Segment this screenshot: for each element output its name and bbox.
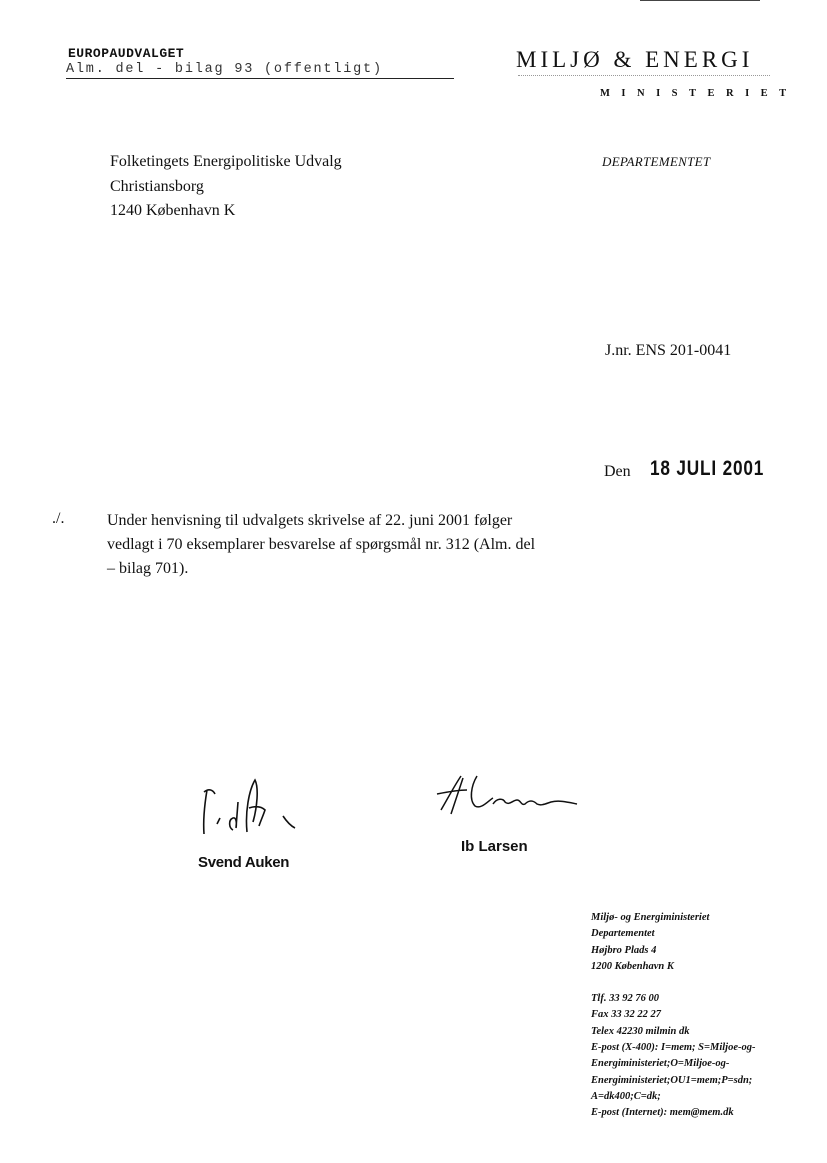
footer-org: Miljø- og Energiministeriet (591, 912, 710, 923)
footer-fax: Fax 33 32 22 27 (591, 1009, 662, 1021)
letterhead-dotted-rule (518, 75, 770, 76)
recipient-address (110, 150, 342, 224)
date-stamp: 18 JULI 2001 (650, 457, 765, 480)
signatory-name: Ib Larsen (461, 838, 528, 855)
footer-phone: Tlf. 33 92 76 00 (591, 993, 659, 1005)
body-line: – bilag 701). (107, 560, 189, 577)
ministry-logo-text: MILJØ & ENERGI (516, 47, 754, 72)
recipient-line: Folketingets Energipolitiske Udvalg (110, 153, 342, 170)
signatory-name: Svend Auken (198, 854, 290, 871)
footer-street: Højbro Plads 4 (591, 944, 657, 956)
footer-city: 1200 København K (591, 960, 674, 972)
signature-svend-auken (195, 772, 305, 852)
signature-ib-larsen (433, 770, 583, 830)
footer-spacer (591, 975, 756, 991)
footer-email-x400: A=dk400;C=dk; (591, 1090, 661, 1102)
committee-stamp-subtitle: Alm. del - bilag 93 (offentligt) (66, 62, 454, 79)
department-label: DEPARTEMENTET (602, 154, 711, 169)
date-label: Den (604, 463, 631, 480)
footer-email-x400: Energiministeriet;O=Miljoe-og- (591, 1058, 730, 1070)
footer-telex: Telex 42230 milmin dk (591, 1025, 690, 1037)
journal-number: J.nr. ENS 201-0041 (605, 342, 732, 359)
body-line: Under henvisning til udvalgets skrivelse af 22. juni 2001 følger (107, 512, 513, 529)
recipient-line: 1240 København K (110, 202, 236, 219)
footer-email-x400: Energiministeriet;OU1=mem;P=sdn; (591, 1074, 753, 1086)
ministry-logo-subtext: MINISTERIET (600, 88, 798, 99)
footer-email-x400: E-post (X-400): I=mem; S=Miljoe-og- (591, 1042, 756, 1054)
footer-dept: Departementet (591, 928, 655, 940)
committee-stamp-title: EUROPAUDVALGET (68, 46, 185, 61)
recipient-line: Christiansborg (110, 177, 204, 195)
footer-email-internet: E-post (Internet): mem@mem.dk (591, 1107, 734, 1119)
letter-body (107, 509, 567, 581)
body-line: vedlagt i 70 eksemplarer besvarelse af spørgsmål nr. 312 (Alm. del (107, 536, 536, 553)
ministry-contact-block (591, 910, 756, 1122)
top-edge-line (640, 0, 760, 1)
enclosure-marker: ./. (52, 510, 65, 527)
